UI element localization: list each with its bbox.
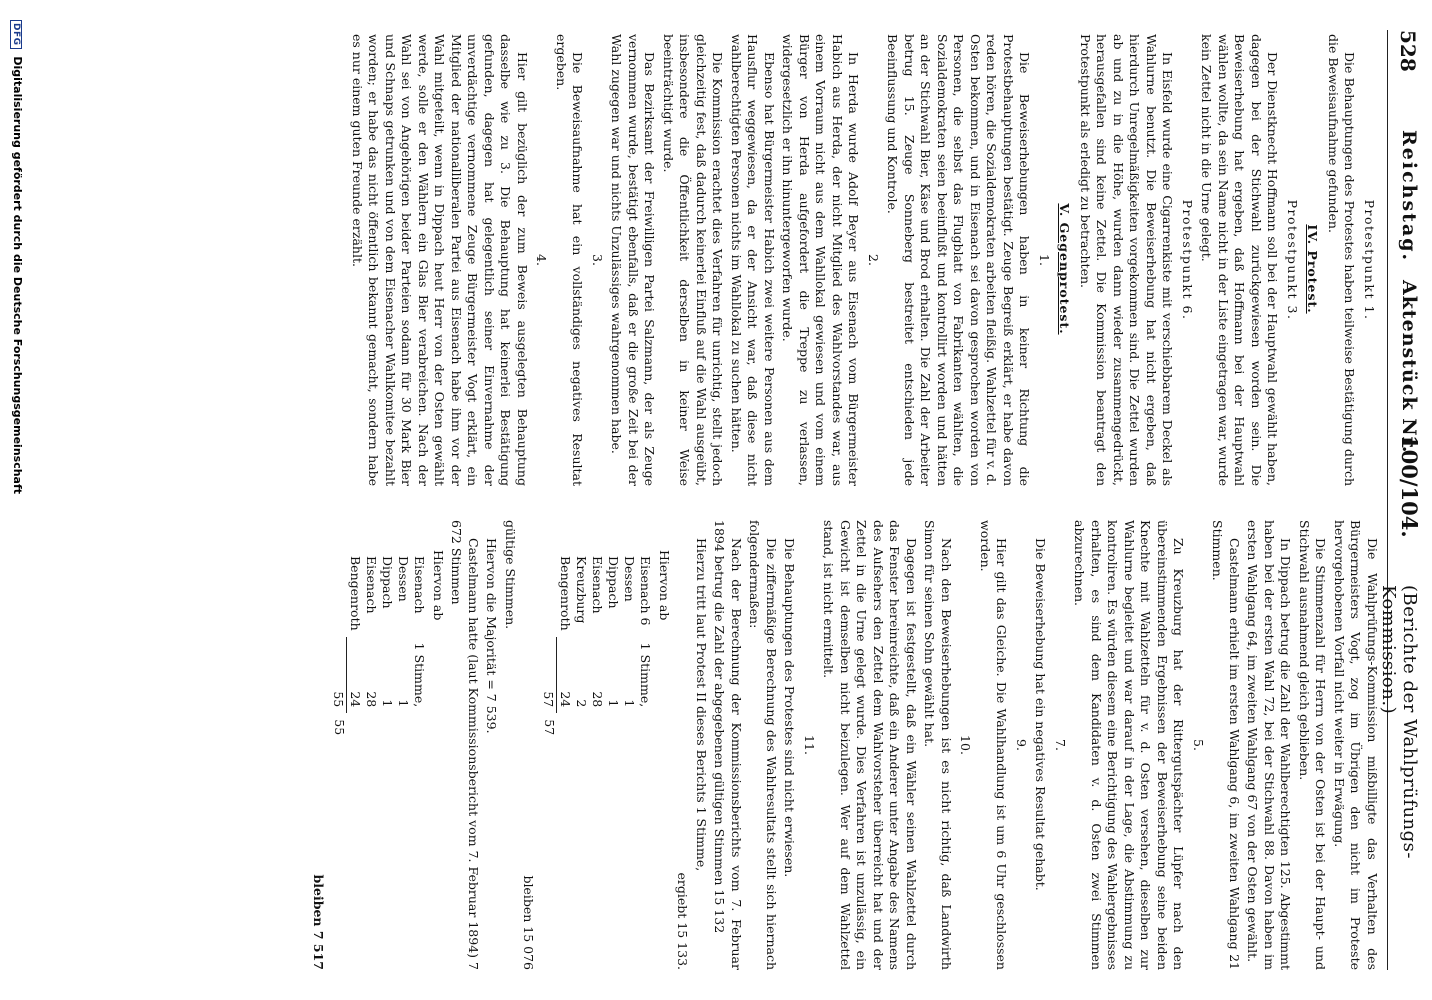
item-number: 3.: [590, 254, 605, 266]
deduction-rows-1: [541, 550, 654, 741]
deduction-total: 55: [331, 637, 348, 714]
deduction-place: Bengenroth: [558, 556, 574, 631]
deduction-count: 1: [380, 699, 396, 708]
footer-credit: Digitalisierung gefördert durch die Deutsche Forschungsgemeinschaft: [11, 56, 24, 495]
deduction-place: Bengenroth: [348, 556, 364, 631]
deduction-row: [590, 550, 606, 741]
item-number: 1.: [1037, 254, 1052, 266]
deduction-rows-2: [331, 550, 428, 741]
remaining-line: bleiben 7 517: [311, 874, 327, 970]
paragraph: Nach den Beweiserhebungen ist es nicht richtig, daß Landwirth Simon für seinen Sohn gewählt hat.: [922, 520, 954, 970]
deduction-total-right: 55: [331, 719, 347, 736]
paragraph: Zu Kreuzburg hat der Rittergutspächter Lüpfer nach den übereinstimmenden Ergebnissen der Beweiserhebung seine beiden Knechte mit Wahlzetteln für v. d. Osten versehen, dieselben zur Wahlurne begleitet und war darauf in der Lage, die Abstimmung zu kontroliren. Es würden diesem eine Berichtigung des Wahlergebnisses erhalten, es sind dem Kandidaten v. d. Osten zwei Stimmen abzurechnen.: [1072, 520, 1187, 970]
paragraph: In Herda wurde Adolf Beyer aus Eisenach vom Bürgermeister Habich aus Herda, der nicht Mitglied des Wahlvorstandes war, aus einem Vorraum nicht aus dem Wahllokal gewiesen und vom einem Bürger von Herda aufgefordert die Treppe zu verlassen, widergesetzlich er ihn hinuntergeworfen wurde.: [780, 34, 862, 486]
section-heading: V. Gegenprotest.: [1057, 203, 1073, 335]
section-label: Protestpunkt 3.: [1285, 199, 1300, 321]
item-number: 11.: [802, 735, 817, 755]
deduction-place: Dippach: [380, 556, 396, 609]
deduction-count: 1: [622, 699, 638, 708]
paragraph: Castelmann hatte (laut Kommissionsbericht vom 7. Februar 1894) 7 672 Stimmen: [449, 520, 481, 970]
deduction-row: [396, 550, 412, 741]
deduction-row: [638, 550, 654, 741]
deduction-place: Eisenach 6: [638, 556, 654, 626]
deduction-count: 1 Stimme,: [412, 642, 428, 708]
paragraph: Castelmann erhielt im ersten Wahlgang 6, im zweiten Wahlgang 21 Stimmen.: [1210, 520, 1242, 970]
page-footer: [6, 20, 24, 980]
deduction-count: 28: [364, 691, 380, 708]
left-column: [347, 34, 1381, 486]
deduction-total-right: 57: [541, 719, 557, 736]
right-column: [308, 520, 1380, 970]
deduction-row: [347, 550, 364, 741]
paragraph: Die Beweiserhebung hat ein negatives Resultat gehabt.: [1033, 538, 1049, 891]
paragraph: Dagegen ist festgestellt, daß ein Wähler seinen Wahlzettel durch das Fenster hereinreichte, daß ein Anderer unter Angabe des Namens des Aufsehers den Zettel dem Wahlvorsteher überreicht hat und der Zettel in die Urne gelegt wurde. Dies Verfahren ist unzulässig, ein Gewicht ist demselben nicht beizulegen. Wer auf dem Wahlzettel stand, ist nicht ermittelt.: [821, 520, 919, 970]
header-number: 100/104.: [1397, 435, 1422, 538]
deduction-place: Eisenach: [364, 556, 380, 614]
deduction-place: Dessen: [396, 556, 412, 602]
deduction-place: Eisenach: [590, 556, 606, 614]
hiervon-ab-label: Hiervon ab: [657, 550, 672, 621]
deduction-count: 24: [558, 691, 574, 708]
header-akten: Aktenstück Nr.: [1398, 280, 1420, 454]
section-label: Protestpunkt 1.: [1362, 199, 1377, 321]
paragraph: Die Beweiserhebungen haben in keiner Richtung die Protestbehauptungen bestätigt. Zeuge Begreiß erklärt, er habe davon reden hören, die Sozialdemokraten arbeiten fleißig. Wahlzettel für v. d. Osten bekommen, und in Eisenach sei davon gesprochen worden von Personen, die selbst das Flugblatt von Fabrikanten wählten, die Sozialdemokraten seien beeinflußt und kontrollirt worden und hätten an der Stichwahl Bier, Käse und Brod erhalten. Die Zahl der Arbeiter betrug 15. Zeuge Sonneberg bestreitet entschieden jede Beeinflussung und Kontrole.: [885, 34, 1033, 486]
deduction-row: [557, 550, 574, 741]
paragraph: Das Bezirksamt der Freiwilligen Partei Salzmann, der als Zeuge vernommen wurde, bestätigt ebenfalls, daß er die große Zeit bei der Wahl zugegen war und nichts Unzulässiges wahrgenommen habe.: [609, 34, 658, 486]
paragraph: Die Beweisaufnahme hat ein vollständiges negatives Resultat ergeben.: [554, 34, 586, 486]
page-number: 528: [1396, 30, 1420, 72]
deduction-total-row: [541, 550, 558, 741]
header-subtitle: (Berichte der Wahlprüfungs-Kommission.): [1378, 585, 1420, 859]
deduction-row: [380, 550, 396, 741]
deduction-row: [622, 550, 638, 741]
paragraph: In Eisfeld wurde eine Cigarrenkiste mit verschiebbarem Deckel als Wahlurne benutzt. Die Beweiserhebung hat nicht ergeben, daß hierdurch Unregelmäßigkeiten vorgekommen sind. Die Zettel wurden ab und zu in die Höhe, wurden dann wieder zusammengedrückt, herausgefallen sind keine Zettel. Die Kommission beantragt den Protestpunkt als erledigt zu betrachten.: [1078, 34, 1176, 486]
section-heading: IV. Protest.: [1305, 224, 1321, 314]
remaining-line: bleiben 15 076: [521, 875, 537, 970]
deduction-total-row: [331, 550, 348, 741]
hiervon-ab-label: Hiervon ab: [431, 550, 446, 621]
paragraph: Die Stimmenzahl für Herrn von der Osten ist bei der Haupt- und Stichwahl ausnahmend gleich geblieben.: [1297, 520, 1329, 970]
paragraph: Der Dienstknecht Hoffmann soll bei der Hauptwahl gewählt haben, dagegen bei der Stichwahl zurückgewiesen worden sein. Die Beweiserhebung hat ergeben, daß Hoffmann bei der Hauptwahl wählen wollte, da sein Name nicht in der Liste eingetragen war, wurde kein Zettel nicht in die Urne gelegt.: [1199, 34, 1281, 486]
deduction-count: 28: [590, 691, 606, 708]
deduction-count: 24: [348, 691, 364, 708]
deduction-count: 1 Stimme,: [638, 642, 654, 708]
deduction-row: [606, 550, 622, 741]
item-number: 4.: [534, 254, 550, 266]
paragraph: Die Behauptungen des Protestes haben teilweise Bestätigung durch die Beweisaufnahme gefunden.: [1326, 34, 1358, 486]
item-number: 5.: [1191, 739, 1206, 751]
paragraph: Nach der Berechnung der Kommissionsberichts vom 7. Februar 1894 betrug die Zahl der abgegebenen gültigen Stimmen 15 132: [712, 520, 744, 970]
deduction-table-1: [541, 550, 654, 970]
paragraph: Die ziffermäßige Berechnung des Wahlresultats stellt sich hiernach folgendermaßen:: [747, 520, 779, 970]
section-label: Protestpunkt 6.: [1180, 199, 1195, 321]
item-number: 7.: [1053, 739, 1068, 751]
item-number: 10.: [958, 735, 974, 755]
deduction-place: Dippach: [606, 556, 622, 609]
paragraph: Die Kommission erachtet dies Verfahren für unrichtig, stellt jedoch gleichzeitig fest, daß dadurch keinerlei Einfluß auf die Wahl ausgeübt, insbesondere die Öffentlichkeit derselben in keiner Weise beeinträchtigt wurde.: [661, 34, 726, 486]
paragraph: Die Wahlprüfungs-Kommission mißbilligte das Verhalten des Bürgermeisters Vogt, zog im Übrigen den nicht im Proteste hervorgehobenen Vorfall nicht weiter in Erwägung.: [1332, 520, 1380, 970]
deduction-total: 57: [541, 637, 558, 714]
paragraph: Hierzu tritt laut Protest II dieses Berichts 1 Stimme,: [694, 538, 709, 872]
deduction-count: 1: [606, 699, 622, 708]
item-number: 2.: [866, 254, 881, 266]
deduction-place: Dessen: [622, 556, 638, 602]
paragraph: Hier gilt bezüglich der zum Beweis ausgelegten Behauptung dasselbe wie zu 3. Die Behauptung hat keinerlei Bestätigung gefunden, dagegen hat gelegentlich seiner Einvernahme der unverdächtige vernommene Zeuge Bürgermeister Vogt erklärt, ein Mitglied der nationalliberalen Partei aus Eisenach habe ihm vor der Wahl mitgeteilt, wenn in Dippach heut Herr von der Osten gewählt werde, solle er den Wählern ein Glas Bier verabreichen. Nach der Wahl sei von Angehörigen beider Parteien sodann für 30 Mark Bier und Schnaps getrunken und von dem Eisenacher Wahlkomitee bezahlt worden; er habe das nicht öffentlich bekannt gemacht, sondern habe es nur einem guten Freunde erzählt.: [350, 34, 530, 486]
item-number: 9.: [1014, 739, 1029, 751]
paragraph: In Dippach betrug die Zahl der Wahlberechtigten 125. Abgestimmt haben bei der ersten Wahl 72, bei der Stichwahl 88. Davon haben im ersten Wahlgang 64, im zweiten Wahlgang 67 von der Osten gewählt.: [1245, 520, 1294, 970]
page-header: [1378, 30, 1428, 970]
total-line: ergiebt 15 133.: [675, 872, 691, 970]
paragraph: Ebenso hat Bürgermeister Habich zwei weitere Personen aus dem Hausflur weggewiesen, da er der Ansicht war, daß diese nicht wahlberechtigten Personen nichts im Wahllokal zu suchen hätten.: [729, 34, 777, 486]
deduction-place: Eisenach: [412, 556, 428, 614]
deduction-count: 1: [396, 699, 412, 708]
deduction-table-2: [331, 550, 428, 970]
deduction-row: [364, 550, 380, 741]
dfg-logo: DFG: [10, 20, 22, 49]
header-title: Reichstag.: [1398, 130, 1420, 263]
deduction-row: [574, 550, 590, 741]
deduction-place: Kreuzburg: [574, 556, 590, 624]
paragraph: Hiervon die Majorität = 7 539.: [484, 538, 500, 734]
paragraph: gültige Stimmen.: [503, 520, 518, 630]
paragraph: Hier gilt das Gleiche. Die Wahlhandlung ist um 6 Uhr geschlossen worden.: [978, 520, 1010, 970]
paragraph: Die Behauptungen des Protestes sind nicht erwiesen.: [782, 538, 798, 878]
deduction-count: 2: [574, 699, 590, 708]
deduction-row: [412, 550, 428, 741]
